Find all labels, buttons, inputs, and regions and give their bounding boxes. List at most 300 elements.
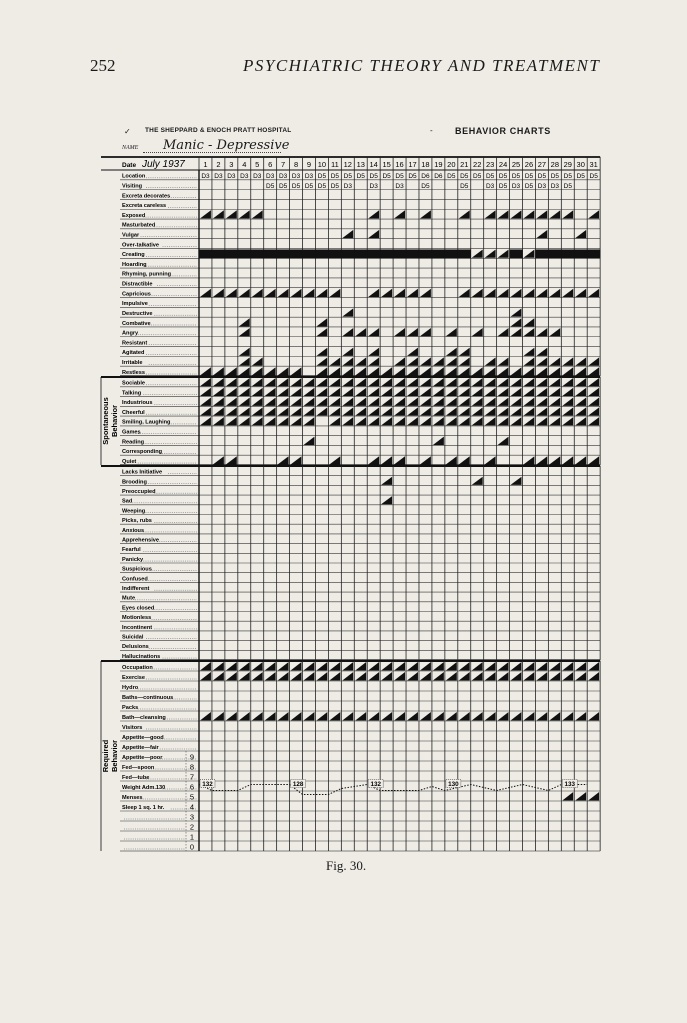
sociable-mark <box>407 378 418 386</box>
talking-mark <box>355 388 366 396</box>
day-number: 25 <box>511 160 521 169</box>
creating-mark <box>225 249 238 258</box>
row-label: Exercise <box>122 674 146 681</box>
restless-mark <box>536 367 547 375</box>
exercise-mark <box>265 672 276 681</box>
row-label: Creating <box>122 252 145 259</box>
cheerful-mark <box>407 407 418 415</box>
irritable-mark <box>485 357 496 365</box>
row-label: Industrious <box>122 400 153 407</box>
creating-mark <box>472 249 483 257</box>
bath-cleansing-mark <box>239 712 250 721</box>
restless-mark <box>355 367 366 375</box>
row-label: Suicidal <box>122 634 144 641</box>
row-label: Eyes closed <box>122 605 155 612</box>
restless-mark <box>575 367 586 375</box>
angry-mark <box>472 328 483 336</box>
restless-mark <box>265 367 276 375</box>
row-label: Quiet <box>122 458 137 465</box>
restless-mark <box>407 367 418 375</box>
occupation-mark <box>511 662 522 671</box>
bath-cleansing-mark <box>381 712 392 721</box>
exercise-mark <box>562 672 573 681</box>
bath-cleansing-mark <box>316 712 327 721</box>
location-code: D3 <box>201 173 210 181</box>
capricious-mark <box>291 289 302 297</box>
capricious-mark <box>588 289 599 297</box>
industrious-mark <box>433 398 444 406</box>
row-label: Suspicious <box>122 566 152 573</box>
location-code: D5 <box>356 173 365 181</box>
sociable-mark <box>549 378 560 386</box>
bath-cleansing-mark <box>304 712 315 721</box>
quiet-mark <box>588 456 599 464</box>
smiling-laughing-mark <box>226 417 237 425</box>
exercise-mark <box>278 672 289 681</box>
talking-mark <box>291 388 302 396</box>
exercise-mark <box>446 672 457 681</box>
date-label: Date <box>122 162 137 169</box>
talking-mark <box>433 388 444 396</box>
day-number: 20 <box>447 160 456 169</box>
industrious-mark <box>200 398 211 406</box>
industrious-mark <box>342 398 353 406</box>
cheerful-mark <box>575 407 586 415</box>
section-heading: Required <box>101 739 110 773</box>
location-code: D6 <box>421 173 430 181</box>
day-number: 17 <box>408 160 417 169</box>
location-code: D6 <box>434 173 443 181</box>
cheerful-mark <box>265 407 276 415</box>
bath-cleansing-mark <box>575 712 586 721</box>
creating-mark <box>587 249 600 258</box>
location-code: D5 <box>537 173 547 181</box>
location-code: D5 <box>576 173 585 181</box>
sociable-mark <box>498 378 509 386</box>
irritable-mark <box>459 357 470 365</box>
talking-mark <box>265 388 276 396</box>
location-code: D5 <box>524 173 534 181</box>
cheerful-mark <box>342 407 353 415</box>
capricious-mark <box>265 289 276 297</box>
menses-mark <box>562 792 573 801</box>
chart-title: BEHAVIOR CHARTS <box>455 126 551 136</box>
restless-mark <box>226 367 237 375</box>
day-number: 2 <box>216 160 221 169</box>
industrious-mark <box>252 398 263 406</box>
vulgar-mark <box>368 230 379 238</box>
occupation-mark <box>524 662 535 671</box>
bath-cleansing-mark <box>536 712 547 721</box>
visiting-code: D3 <box>369 183 378 191</box>
angry-mark <box>342 328 353 336</box>
angry-mark <box>394 328 405 336</box>
sociable-mark <box>304 378 315 386</box>
occupation-mark <box>459 662 470 671</box>
page-number: 252 <box>90 56 116 75</box>
row-label: Preoccupied <box>122 488 156 495</box>
talking-mark <box>329 388 340 396</box>
bath-cleansing-mark <box>213 712 224 721</box>
capricious-mark <box>381 289 392 297</box>
row-label: Mute <box>122 595 136 602</box>
sociable-mark <box>446 378 457 386</box>
cheerful-mark <box>433 407 444 415</box>
talking-mark <box>575 388 586 396</box>
smiling-laughing-mark <box>368 417 379 425</box>
day-number: 14 <box>369 160 378 169</box>
cheerful-mark <box>524 407 535 415</box>
section-heading: Behavior <box>110 404 119 438</box>
row-label: Exposed <box>122 212 146 219</box>
visiting-code: D5 <box>266 183 275 191</box>
restless-mark <box>252 367 263 375</box>
exercise-mark <box>536 672 547 681</box>
row-label: Occupation <box>122 664 153 671</box>
occupation-mark <box>342 662 353 671</box>
scale-digit: 2 <box>189 822 195 832</box>
occupation-mark <box>226 662 237 671</box>
talking-mark <box>536 388 547 396</box>
capricious-mark <box>536 289 547 297</box>
capricious-mark <box>562 289 573 297</box>
row-label: Reading <box>122 439 145 446</box>
restless-mark <box>420 367 431 375</box>
sociable-mark <box>575 378 586 386</box>
exposed-mark <box>536 210 547 218</box>
cheerful-mark <box>278 407 289 415</box>
visiting-code: D5 <box>291 183 301 191</box>
sociable-mark <box>316 378 327 386</box>
sociable-mark <box>239 378 250 386</box>
bath-cleansing-mark <box>498 712 509 721</box>
row-label: Distractible <box>122 281 153 288</box>
creating-mark <box>535 249 548 258</box>
industrious-mark <box>549 398 560 406</box>
row-label: Weeping <box>122 508 146 515</box>
location-code: D3 <box>253 173 262 181</box>
restless-mark <box>498 367 509 375</box>
irritable-mark <box>562 357 573 365</box>
exercise-mark <box>239 672 250 681</box>
row-label: Talking <box>122 390 142 397</box>
quiet-mark <box>459 456 470 464</box>
row-label: Incontinent <box>122 624 153 631</box>
exposed-mark <box>588 210 599 218</box>
day-number: 11 <box>330 160 339 169</box>
creating-mark <box>393 249 406 258</box>
occupation-mark <box>420 662 431 671</box>
capricious-mark <box>226 289 237 297</box>
smiling-laughing-mark <box>304 417 315 425</box>
angry-mark <box>549 328 560 336</box>
exposed-mark <box>213 210 224 218</box>
angry-mark <box>511 328 522 336</box>
creating-mark <box>264 249 277 258</box>
weight-value: 130 <box>448 781 459 788</box>
bath-cleansing-mark <box>420 712 431 721</box>
exercise-mark <box>355 672 366 681</box>
cheerful-mark <box>226 407 237 415</box>
talking-mark <box>394 388 405 396</box>
agitated-mark <box>342 348 353 356</box>
day-number: 24 <box>498 160 508 169</box>
row-label: Visiting <box>122 183 143 190</box>
location-code: D5 <box>395 173 404 181</box>
quiet-mark <box>213 456 224 464</box>
visiting-code: D5 <box>278 183 288 191</box>
capricious-mark <box>575 289 586 297</box>
visiting-code: D5 <box>317 183 327 191</box>
creating-mark <box>238 249 251 258</box>
talking-mark <box>226 388 237 396</box>
capricious-mark <box>316 289 327 297</box>
sociable-mark <box>265 378 276 386</box>
combative-mark <box>239 318 250 326</box>
sociable-mark <box>291 378 302 386</box>
irritable-mark <box>394 357 405 365</box>
restless-mark <box>485 367 496 375</box>
exercise-mark <box>575 672 586 681</box>
exercise-mark <box>252 672 263 681</box>
irritable-mark <box>549 357 560 365</box>
smiling-laughing-mark <box>252 417 263 425</box>
quiet-mark <box>549 456 560 464</box>
scale-digit: 0 <box>189 842 195 852</box>
talking-mark <box>549 388 560 396</box>
reading-mark <box>498 437 509 445</box>
visiting-code: D3 <box>485 183 495 191</box>
vulgar-mark <box>575 230 586 238</box>
exposed-mark <box>562 210 573 218</box>
location-code: D5 <box>408 173 417 181</box>
exercise-mark <box>588 672 599 681</box>
restless-mark <box>368 367 379 375</box>
cheerful-mark <box>562 407 573 415</box>
scale-digit: 9 <box>189 752 195 762</box>
row-label: Excreta careless <box>122 203 167 210</box>
talking-mark <box>446 388 457 396</box>
location-code: D3 <box>304 173 314 181</box>
occupation-mark <box>498 662 509 671</box>
occupation-mark <box>278 662 289 671</box>
bath-cleansing-mark <box>562 712 573 721</box>
bath-cleansing-mark <box>511 712 522 721</box>
cheerful-mark <box>304 407 315 415</box>
creating-mark <box>419 249 432 258</box>
talking-mark <box>213 388 224 396</box>
day-number: 4 <box>242 160 247 169</box>
talking-mark <box>459 388 470 396</box>
row-label: Bath—cleansing <box>122 714 166 721</box>
row-label: Excreta decorates <box>122 193 171 200</box>
sociable-mark <box>213 378 224 386</box>
talking-mark <box>381 388 392 396</box>
talking-mark <box>304 388 315 396</box>
creating-mark <box>315 249 328 258</box>
talking-mark <box>498 388 509 396</box>
smiling-laughing-mark <box>549 417 560 425</box>
occupation-mark <box>291 662 302 671</box>
occupation-mark <box>407 662 418 671</box>
industrious-mark <box>226 398 237 406</box>
agitated-mark <box>239 348 250 356</box>
cheerful-mark <box>368 407 379 415</box>
location-code: D3 <box>240 173 249 181</box>
irritable-mark <box>407 357 418 365</box>
row-label: Impulsive <box>122 301 148 308</box>
sociable-mark <box>226 378 237 386</box>
bath-cleansing-mark <box>329 712 340 721</box>
exercise-mark <box>407 672 418 681</box>
exercise-mark <box>329 672 340 681</box>
restless-mark <box>446 367 457 375</box>
bath-cleansing-mark <box>472 712 483 721</box>
angry-mark <box>316 328 327 336</box>
quiet-mark <box>381 456 392 464</box>
cheerful-mark <box>329 407 340 415</box>
capricious-mark <box>511 289 522 297</box>
restless-mark <box>459 367 470 375</box>
row-label: Motionless <box>122 615 152 622</box>
creating-mark <box>380 249 393 258</box>
talking-mark <box>342 388 353 396</box>
scale-digit: 8 <box>189 762 195 772</box>
industrious-mark <box>355 398 366 406</box>
cheerful-mark <box>200 407 211 415</box>
cheerful-mark <box>485 407 496 415</box>
irritable-mark <box>316 357 327 365</box>
quiet-mark <box>420 456 431 464</box>
exposed-mark <box>549 210 560 218</box>
day-number: 10 <box>317 160 327 169</box>
visiting-code: D3 <box>395 183 404 191</box>
smiling-laughing-mark <box>433 417 444 425</box>
exercise-mark <box>368 672 379 681</box>
capricious-mark <box>420 289 431 297</box>
capricious-mark <box>304 289 315 297</box>
creating-mark <box>303 249 316 258</box>
exercise-mark <box>381 672 392 681</box>
irritable-mark <box>524 357 535 365</box>
exercise-mark <box>549 672 560 681</box>
irritable-mark <box>588 357 599 365</box>
scale-digit: 4 <box>189 802 195 812</box>
quiet-mark <box>291 456 302 464</box>
exposed-mark <box>511 210 522 218</box>
restless-mark <box>342 367 353 375</box>
row-label: Destructive <box>122 310 153 317</box>
exposed-mark <box>394 210 405 218</box>
day-number: 30 <box>576 160 585 169</box>
row-label: Weight Adm.130 <box>122 784 166 791</box>
creating-mark <box>445 249 458 258</box>
bath-cleansing-mark <box>588 712 599 721</box>
day-number: 8 <box>293 160 299 169</box>
bath-cleansing-mark <box>549 712 560 721</box>
figure-caption: Fig. 30. <box>326 858 367 873</box>
industrious-mark <box>472 398 483 406</box>
exercise-mark <box>472 672 483 681</box>
sociable-mark <box>433 378 444 386</box>
location-code: D5 <box>343 173 352 181</box>
exposed-mark <box>485 210 496 218</box>
day-number: 26 <box>524 160 534 169</box>
row-label: Games <box>122 429 141 436</box>
cheerful-mark <box>536 407 547 415</box>
occupation-mark <box>252 662 263 671</box>
row-label: Apprehensive <box>122 537 159 544</box>
restless-mark <box>433 367 444 375</box>
talking-mark <box>472 388 483 396</box>
creating-mark <box>574 249 587 258</box>
row-label: Anxious <box>122 527 145 534</box>
exposed-mark <box>252 210 263 218</box>
quiet-mark <box>562 456 573 464</box>
industrious-mark <box>498 398 509 406</box>
date-value: July 1937 <box>142 159 185 170</box>
smiling-laughing-mark <box>239 417 250 425</box>
angry-mark <box>407 328 418 336</box>
occupation-mark <box>355 662 366 671</box>
smiling-laughing-mark <box>536 417 547 425</box>
agitated-mark <box>446 348 457 356</box>
combative-mark <box>316 318 327 326</box>
tick-mark: ✓ <box>124 127 131 136</box>
bath-cleansing-mark <box>252 712 263 721</box>
location-code: D5 <box>369 173 378 181</box>
cheerful-mark <box>213 407 224 415</box>
row-label: Location <box>122 173 146 180</box>
cheerful-mark <box>355 407 366 415</box>
row-label: Hydro <box>122 684 139 691</box>
day-number: 12 <box>343 160 352 169</box>
day-number: 15 <box>382 160 391 169</box>
occupation-mark <box>316 662 327 671</box>
hospital-name: THE SHEPPARD & ENOCH PRATT HOSPITAL <box>145 127 292 134</box>
row-label: Sleep 1 sq. 1 hr. <box>122 804 165 811</box>
bath-cleansing-mark <box>342 712 353 721</box>
location-code: D5 <box>447 173 456 181</box>
visiting-code: D5 <box>460 183 469 191</box>
agitated-mark <box>368 348 379 356</box>
exercise-mark <box>304 672 315 681</box>
day-number: 21 <box>460 160 469 169</box>
industrious-mark <box>304 398 315 406</box>
restless-mark <box>562 367 573 375</box>
location-code: D5 <box>485 173 495 181</box>
quiet-mark <box>485 456 496 464</box>
capricious-mark <box>459 289 470 297</box>
occupation-mark <box>265 662 276 671</box>
cheerful-mark <box>394 407 405 415</box>
visiting-code: D5 <box>330 183 340 191</box>
industrious-mark <box>213 398 224 406</box>
occupation-mark <box>329 662 340 671</box>
restless-mark <box>588 367 599 375</box>
day-number: 1 <box>203 160 208 169</box>
bath-cleansing-mark <box>368 712 379 721</box>
restless-mark <box>549 367 560 375</box>
exercise-mark <box>200 672 211 681</box>
occupation-mark <box>394 662 405 671</box>
smiling-laughing-mark <box>407 417 418 425</box>
location-code: D5 <box>460 173 469 181</box>
bath-cleansing-mark <box>265 712 276 721</box>
sociable-mark <box>368 378 379 386</box>
creating-mark <box>498 249 509 257</box>
bath-cleansing-mark <box>291 712 302 721</box>
